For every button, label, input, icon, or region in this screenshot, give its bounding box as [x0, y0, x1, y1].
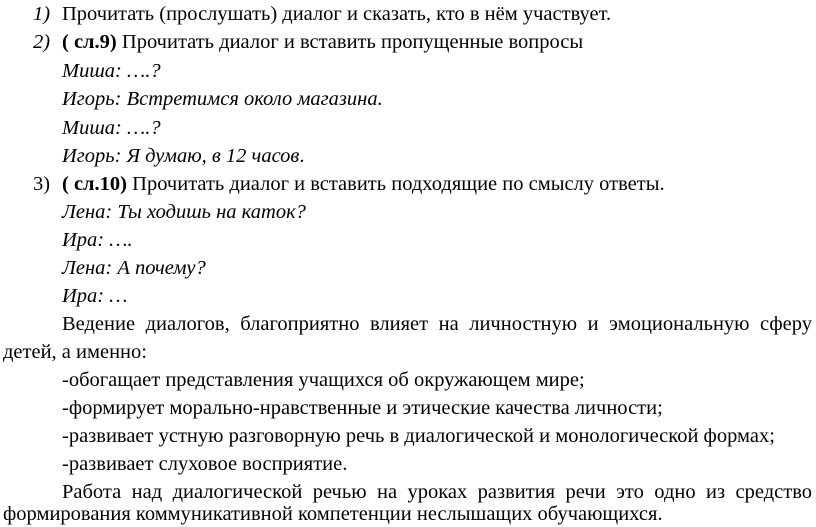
- list-item-3: [62, 171, 665, 197]
- dialog2-line-2: Ира: ….: [62, 229, 133, 251]
- bullet-1: -обогащает представления учащихся об окружающем мире;: [62, 369, 585, 391]
- slide-ref-10: ( сл.10): [62, 173, 128, 195]
- dialog1-line-2: Игорь: Встретимся около магазина.: [62, 88, 383, 110]
- bullet-2: -формирует морально-нравственные и этические качества личности;: [62, 397, 663, 419]
- dialog1-period: .: [299, 145, 305, 167]
- paragraph-2-line-2: формирования коммуникативной компетенции неслышащих обучающихся.: [3, 503, 663, 525]
- dialog2-line-1: Лена: Ты ходишь на каток?: [62, 201, 306, 223]
- list-number-2: 2): [33, 31, 51, 53]
- dialog1-line-1: Миша: ….?: [62, 60, 161, 82]
- paragraph-1-line-2: детей, а именно:: [3, 341, 147, 363]
- bullet-4: -развивает слуховое восприятие.: [62, 453, 348, 475]
- dialog1-line-3: Миша: ….?: [62, 117, 161, 139]
- list-item-2-text: Прочитать диалог и вставить пропущенные вопросы: [116, 31, 584, 53]
- dialog1-line-4: [62, 143, 304, 169]
- list-number-3: 3): [33, 173, 51, 195]
- paragraph-1-line-1-text: Ведение диалогов, благоприятно влияет на личностную и эмоциональную сферу: [62, 313, 812, 335]
- paragraph-2-line-1-text: Работа над диалогической речью на уроках развития речи это одно из средство: [62, 481, 812, 503]
- dialog2-line-3: Лена: А почему?: [62, 257, 206, 279]
- slide-ref-9: ( сл.9): [62, 31, 117, 53]
- paragraph-1-line-1: [62, 311, 812, 337]
- list-item-2: [62, 29, 583, 55]
- list-item-3-text: Прочитать диалог и вставить подходящие по смыслу ответы.: [127, 173, 665, 195]
- dialog1-line-4-text: Игорь: Я думаю, в 12 часов: [62, 145, 300, 167]
- list-item-1-text: Прочитать (прослушать) диалог и сказать, кто в нём участвует.: [62, 3, 612, 25]
- bullet-3: -развивает устную разговорную речь в диалогической и монологической формах;: [62, 425, 775, 447]
- dialog2-line-4: Ира: …: [62, 285, 128, 307]
- list-number-1: 1): [33, 3, 51, 25]
